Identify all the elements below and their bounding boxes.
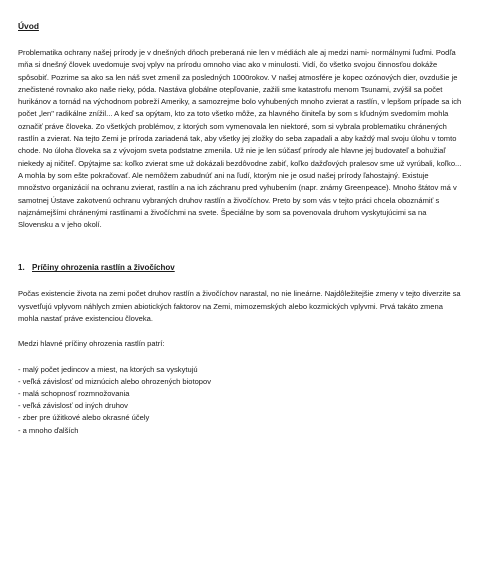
list-item: - zber pre úžitkové alebo okrasné účely (18, 413, 150, 423)
section-1-heading (18, 262, 463, 274)
list-item: - a mnoho ďalších (18, 425, 79, 435)
list-item: - veľká závislosť od miznúcich alebo ohrozených biotopov (18, 376, 211, 386)
intro-heading: Úvod (18, 21, 39, 31)
section-1-number: 1. (18, 263, 25, 273)
spacer (18, 351, 463, 364)
spacer (18, 325, 463, 338)
section-1-title: Príčiny ohrozenia rastlín a živočíchov (32, 263, 175, 273)
spacer (18, 231, 463, 262)
list-item: - malá schopnosť rozmnožovania (18, 389, 130, 399)
intro-paragraph: Problematika ochrany našej prírody je v dnešných dňoch preberaná nie len v médiách ale aj medzi nami- normálnymi ľuďmi. Podľa mňa si dnešný človek uvedomuje svoj vplyv na prírodu omnoho viac ako v minulosti. Vidí, čo všetko svojou činnosťou dokáže spôsobiť. Pozrime sa ako sa len náš svet zmenil za posledných 1000rokov. V našej atmosfére je kopec ozónových dier, ovzdušie je znečistené rovnako ako naše rieky, póda. Nastáva globálne otepľovanie, zažili sme katastrofu menom Tsunami, zvýšil sa počet hurikánov a tornád na východnom pobreží Ameriky, a samozrejme bolo vyhubených mnoho zvierat a rastlín, v lepšom prípade sa ich počet „len" radikálne znížil... A keď sa opýtam, kto za toto všetko môže, za hlavného činiteľa by som s kľudným svedomím mohla označiť práve človeka. Zo všetkých problémov, z ktorých som vymenovala len niektoré, som si vybrala problematiku chránených rastlín a zvierat. Na tejto Zemi je príroda zariadená tak, aby všetky jej zložky do seba zapadali a aby každý mal svoju úlohu v tomto chode. No úloha človeka sa z vývojom sveta podstatne zmenila. Už nie je len súčasť prírody ale hlavne jej budovateľ a bohužiaľ niekedy aj ničiteľ. Opýtajme sa: koľko zvierat sme už dokázali bezdôvodne zabiť, koľko dažďových pralesov sme už vyrúbali, koľko... A mohla by som ešte pokračovať. Ale nemôžem zabudnúť ani na ľudí, ktorým nie je osud našej prírody ľahostajný. Existuje množstvo organizácií na ochranu zvierat, rastlín a na ich záchranu pred vyhubením (napr. známy Greenpeace). Mnoho štátov má v samotnej Ústave zakotvenú ochranu vybraných druhov rastlín a živočíchov. Preto by som vás v tejto práci chcela oboznámiť s najznámejšími chránenými rastlinami a živočíchmi na svete. Špeciálne by som sa povenovala druhom vyskytujúcimi sa na Slovensku a v jeho okolí. (18, 48, 462, 230)
section-1-paragraph-1: Počas existencie života na zemi počet druhov rastlín a živočíchov narastal, no nie lineárne. Najdôležitejšie zmeny v tejto diverzite sa vysvetľujú vplyvom náhlych zmien abiotických faktorov na Zemi, mimozemských alebo kozmických vplyvmi. Prvá takáto zmena mohla nastať práve existenciou človeka. (18, 289, 461, 324)
causes-list (18, 364, 463, 437)
spacer (18, 274, 463, 288)
spacer (18, 32, 463, 47)
section-1-paragraph-2: Medzi hlavné príčiny ohrozenia rastlín patrí: (18, 339, 165, 349)
list-item: - veľká závislosť od iných druhov (18, 401, 128, 411)
list-item: - malý počet jedincov a miest, na ktorých sa vyskytujú (18, 364, 198, 374)
